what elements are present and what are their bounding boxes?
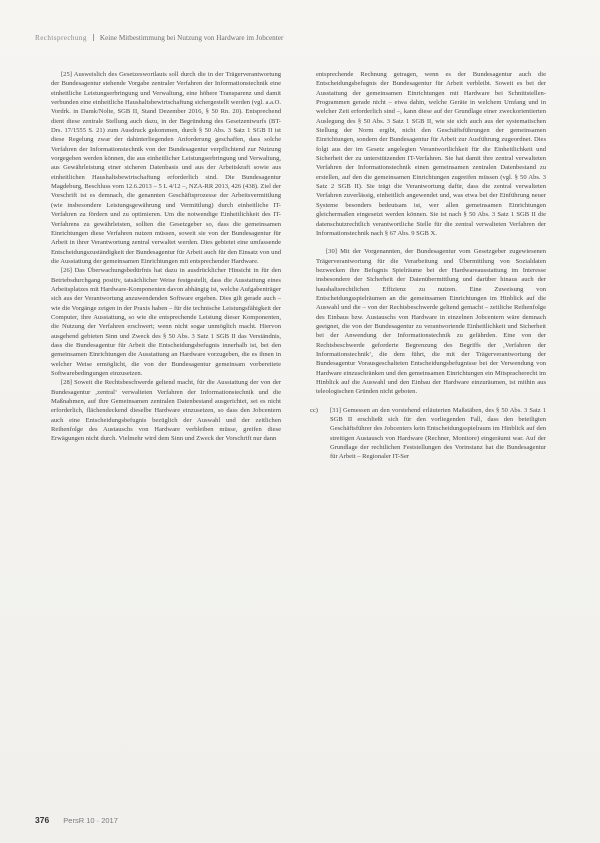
page-footer	[35, 815, 118, 825]
header-article-title: Keine Mitbestimmung bei Nutzung von Hardware im Jobcenter	[99, 34, 284, 42]
list-marker: cc)	[310, 406, 318, 414]
paragraph-28-continued: entsprechende Rechnung getragen, wenn es der Bundesagentur auch die Entscheidungsbefugnis der Bundesagentur für Arbeit verbleibt. Soweit es bei der Ausstattung der gemeinsamen Einrichtungen mit Hardware bei Schnittstellen-Programmen gerade nicht – etwa dahin, welche Geräte in welchem Umfang und in welcher Zeit erforderlich sind –, kann diese auf der Grundlage einer zweckorientierten Auslegung des § 50 Abs. 3 Satz 1 SGB II, wie sie sich auch aus der systematischen Stellung der Norm ergibt, nicht den Geschäftsführungen der gemeinsamen Einrichtungen, sondern der Bundesagentur für Arbeit zur Ausführung zugeordnet. Dies folgt aus der im Gesetz angelegten Verantwortlichkeit für die Einheitlichkeit und Sicherheit der zu unterstützenden IT-Verfahren. Sie hat damit ihre zentral verwalteten Verfahren der Informationstechnik einen gemeinsamen zentralen Datenbestand zu erstellen, auf den die gemeinsamen Einrichtungen zugreifen müssen (vgl. § 50 Abs. 3 Satz 2 SGB II). Sie trägt die Verantwortung dafür, dass die zentral verwalteten Verfahren zuverlässig, einheitlich angewendet und, was etwa bei der Einführung neuer Systeme besonders bedeutsam ist, wer allen gemeinsamen Einrichtungen gleichermaßen eingesetzt werden können. Sie ist nach § 50 Abs. 3 Satz 1 SGB II die datenschutzrechtlich verantwortliche Stelle für die zentral verwalteten Verfahren der Informationstechnik nach § 67 Abs. 9 SGB X.	[316, 71, 546, 237]
left-text-column	[51, 70, 281, 444]
right-text-column	[310, 70, 546, 462]
header-separator	[93, 34, 94, 41]
paragraph-28: [28] Soweit die Rechtsbeschwerde geltend macht, für die Ausstattung der von der Bundesagentur ‚zentral‘ verwalteten Verfahren der Informationstechnik und die Maßnahmen, auf ihre Gemeinsamen zentralen Datenbestand ausgerichtet, sei es nicht erforderlich, flächendeckend dieselbe Hardware einzusetzen, so dass den Jobcentern auch eine Entscheidungsbefugnis bezüglich der Auswahl und der zeitlichen Reihenfolge des Austauschs von Hardware verbleiben müsse, greifen diese Erwägungen nicht durch. Vielmehr wird dem Sinn und Zweck der Vorschrift nur dann	[51, 379, 281, 443]
paragraph-26: [26] Das Überwachungsbedürfnis hat dazu in ausdrücklicher Hinsicht in für den Betriebsdurchgang positiv, tatsächlicher Weise festgestellt, dass die Ausstattung eines Arbeitsplatzes mit Hardware-Komponenten davon abhängig ist, welche Aufgabenträger sich aus der Verantwortung anzuwendenden Software ergeben. Dies gilt gerade auch – wie die Vorgänge zeigen in der Praxis haben – für die technische Leistungsfähigkeit der Computer, ihre Ausstattung, so wie die entsprechende Leistung dieser Komponenten, die Nutzung der Verfahren erschwert; wenn nicht sogar unmöglich macht. Hiervon ausgehend gebieten Sinn und Zweck des § 50 Abs. 3 Satz 1 SGB II das Verständnis, dass die Bundesagentur für Arbeit die Entscheidungsbefugnis innerhalb ist, bei den gemeinsamen Einrichtungen die Ausstattung an Hardware vorzugeben, die es ihnen in welcher Weise ermöglicht, die von der Bundesagentur gemeinsam vorbereitete Softwarebedingungen einzusetzen.	[51, 267, 281, 377]
list-item-cc	[310, 406, 546, 462]
header-section-label: Rechtsprechung	[35, 34, 87, 42]
paragraph-31: [31] Gemessen an den vorstehend erläuterten Maßstäben, des § 50 Abs. 3 Satz 1 SGB II erschließt sich für den vorliegenden Fall, dass den beteiligten Geschäftsführer des Jobcenters kein Entscheidungsspielraum im Hinblick auf den streitigen Austausch von Hardware (Rechner, Monitore) eingeräumt war. Auf der Grundlage der rechtlichen Feststellungen des Vorinstanz hat die Bundesagentur für Arbeit – Regionaler IT-Ser	[330, 406, 546, 461]
paragraph-25: [25] Ausweislich des Gesetzeswortlauts soll durch die in der Trägerverantwortung der Bundesagentur stehende Vorgabe zentraler Verfahren der Informationstechnik eine einheitliche Leistungserbringung und Verwaltung, eine höhere Transparenz und damit verbunden eine einheitliche Haushaltsbewirtschaftung sichergestellt werden (vgl. a.a.O. Vordrk. in Damk/Nolte, SGB II, Stand Dezember 2016, § 50 Rn. 20). Entsprechend dient diese zentrale Stellung auch dazu, in der Begründung des Gesetzentwurfs (BT-Drs. 17/1555 S. 21) zum Ausdruck gekommen, durch § 50 Abs. 3 Satz 1 SGB II ist diese Regelung zwar der dahinterliegenden Anforderung geschaffen, dass solche Verfahren der Informationstechnik von der Bundesagentur verpflichtend zur Nutzung vorgegeben werden können, die aus einheitlicher Leistungserbringung und Verwaltung, aus Gewährleistung einer sicheren Datenbasis und aus der Arbeitskraft sowie aus einheitlichen Haushaltsbewirtschaftung erforderlich sind. Die Bundesagentur Magdeburg, Beschluss vom 12.6.2013 – 5 L 4/12 –, NZA-RR 2013, 426 (438). Ziel der Vorschrift ist es demnach, die genannten Geschäftsprozesse der Arbeitsvermittlung (wie insbesondere Leistungsgewährung und Vermittlung) durch einheitliche IT-Verfahren zu fördern und zu optimieren. Um die notwendige Einheitlichkeit des IT-Verfahrens zu gewährleisten, sollten die Gesetzgeber so, dass die gemeinsamen Einrichtungen diese Verfahren nutzen müssen, soweit sie von der Bundesagentur für Arbeit in ihrer Verantwortung zentral verwaltet werden. Dies gebietet eine umfassende Entscheidungszuständigkeit der Bundesagentur für Arbeit auch für den Einsatz von und die Ausstattung der gemeinsamen Einrichtungen mit entsprechender Hardware.	[51, 71, 281, 265]
paragraph-30: [30] Mit der Vorgenannten, der Bundesagentur vom Gesetzgeber zugewiesenen Trägerverantwortung für die Verarbeitung und Übermittlung von Sozialdaten bezwecken ihre Befugnis Spielräume bei der Hardwareausstattung im Interesse insbesondere der Sicherheit der Datenübermittlung und darüber hinaus auch der haushaltsrechtlichen Effizienz zu nutzen. Eine Zuweisung von Entscheidungsspielräumen an die gemeinsamen Einrichtungen im Hinblick auf die Auswahl und die – von der Rechtsbeschwerde geltend gemacht – zeitliche Reihenfolge des Einbaus bzw. Austauschs von Hardware in einzelnen Jobcentern wäre demnach geeignet, die von der Bundesagentur zu verantwortende Einheitlichkeit und Sicherheit bei der Anwendung der Informationstechnik zu gefährden. Eine von der Rechtsbeschwerde geforderte Begrenzung des Begriffs der ‚Verfahren der Informationstechnik‘, die dem führt, die mit der Trägerverantwortung der Bundesagentur Vorausgeschalteten Entscheidungsbefugnisse bei der Verwendung von Hardware einzuschränken und den gemeinsamen Einrichtungen ein Mitspracherecht im Hinblick auf die Auswahl und den Einbau der Hardware einzuräumen, ist mithin aus teleologischen Gründen nicht geboten.	[316, 248, 546, 396]
journal-issue: PersR 10 · 2017	[63, 816, 118, 825]
running-header	[35, 34, 565, 43]
page-number: 376	[35, 815, 50, 825]
